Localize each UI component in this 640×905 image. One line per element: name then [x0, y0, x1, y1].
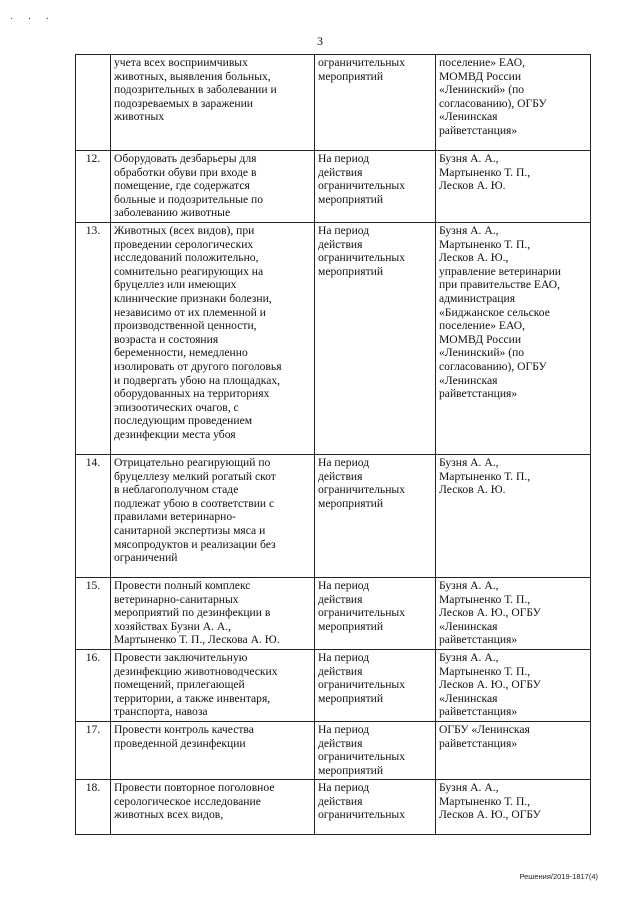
row-number-text: 18.: [85, 781, 101, 795]
document-footer: Решения/2019-1817(4): [519, 872, 598, 881]
action-cell-text: Оборудовать дезбарьеры для обработки обуви при входе в помещение, где содержатся больные и подозрительные по заболеванию животные: [114, 152, 264, 220]
action-cell: [111, 151, 315, 223]
row-number: [76, 721, 111, 779]
period-cell-text: На период действия ограничительных мероприятий: [318, 650, 406, 705]
period-cell-text: На период действия ограничительных мероприятий: [318, 722, 406, 777]
responsible-cell-text: Бузня А. А., Мартыненко Т. П., Лесков А. Ю., ОГБУ «Ленинская райветстанция»: [439, 650, 541, 719]
period-cell-text: На период действия ограничительных мероприятий: [318, 152, 406, 206]
table-row: [76, 577, 591, 649]
action-cell: [111, 780, 315, 835]
responsible-cell-text: ОГБУ «Ленинская райветстанция»: [439, 722, 530, 750]
responsible-cell: [436, 721, 591, 779]
action-cell-text: Провести заключительную дезинфекцию животноводческих помещений, прилегающей территории, а также инвентаря, транспорта, навоза: [114, 650, 278, 719]
period-cell-text: ограничительных мероприятий: [318, 56, 406, 83]
scan-specks: · · ·: [10, 14, 55, 25]
table-row: [76, 55, 591, 151]
row-number-text: 14.: [85, 455, 101, 469]
row-number: [76, 780, 111, 835]
responsible-cell-text: поселение» ЕАО, МОМВД России «Ленинский» (по согласованию), ОГБУ «Ленинская райветстанция»: [439, 56, 547, 137]
table-row: [76, 222, 591, 454]
period-cell: [315, 577, 436, 649]
action-cell: [111, 721, 315, 779]
row-number-text: 12.: [85, 152, 101, 165]
action-cell: [111, 55, 315, 151]
row-number: [76, 454, 111, 577]
page-number: 3: [317, 34, 323, 48]
period-cell-text: На период действия ограничительных мероприятий: [318, 223, 406, 278]
responsible-cell-text: Бузня А. А., Мартыненко Т. П., Лесков А. Ю., ОГБУ: [439, 781, 541, 822]
responsible-cell: [436, 454, 591, 577]
period-cell: [315, 55, 436, 151]
action-cell: [111, 649, 315, 721]
action-cell-text: Провести контроль качества проведенной дезинфекции: [114, 722, 254, 750]
action-cell-text: Провести полный комплекс ветеринарно-санитарных мероприятий по дезинфекции в хозяйствах Бузни А. А., Мартыненко Т. П., Лескова А. Ю.: [114, 578, 280, 647]
action-cell: [111, 454, 315, 577]
action-cell-text: учета всех восприимчивых животных, выявления больных, подозрительных в заболевании и подозреваемых в заражении животных: [114, 56, 277, 124]
table-row: [76, 721, 591, 779]
responsible-cell: [436, 222, 591, 454]
row-number-text: 13.: [85, 223, 101, 237]
responsible-cell: [436, 780, 591, 835]
period-cell-text: На период действия ограничительных: [318, 781, 406, 822]
row-number: [76, 55, 111, 151]
row-number-text: 15.: [85, 578, 101, 592]
responsible-cell: [436, 577, 591, 649]
period-cell: [315, 151, 436, 223]
row-number-text: 16.: [85, 650, 101, 664]
table-row: [76, 454, 591, 577]
responsible-cell-text: Бузня А. А., Мартыненко Т. П., Лесков А. Ю., ОГБУ «Ленинская райветстанция»: [439, 578, 541, 647]
period-cell-text: На период действия ограничительных мероприятий: [318, 455, 406, 510]
table-row: [76, 649, 591, 721]
responsible-cell: [436, 151, 591, 223]
period-cell: [315, 649, 436, 721]
table-row: [76, 780, 591, 835]
responsible-cell-text: Бузня А. А., Мартыненко Т. П., Лесков А. Ю.: [439, 455, 531, 497]
responsible-cell: [436, 55, 591, 151]
period-cell: [315, 780, 436, 835]
responsible-cell: [436, 649, 591, 721]
action-cell-text: Провести повторное поголовное серологическое исследование животных всех видов,: [114, 781, 275, 822]
period-cell-text: На период действия ограничительных мероприятий: [318, 578, 406, 633]
action-cell: [111, 577, 315, 649]
row-number: [76, 577, 111, 649]
period-cell: [315, 222, 436, 454]
row-number: [76, 151, 111, 223]
period-cell: [315, 454, 436, 577]
period-cell: [315, 721, 436, 779]
responsible-cell-text: Бузня А. А., Мартыненко Т. П., Лесков А. Ю.: [439, 152, 531, 193]
row-number: [76, 222, 111, 454]
action-cell: [111, 222, 315, 454]
row-number-text: 17.: [85, 722, 101, 736]
action-cell-text: Отрицательно реагирующий по бруцеллезу мелкий рогатый скот в неблагополучном стаде подлежат убою в соответствии с правилами ветеринарно- санитарной экспертизы мяса и мясопродуктов и реализации без ограничений: [114, 455, 276, 565]
row-number: [76, 649, 111, 721]
responsible-cell-text: Бузня А. А., Мартыненко Т. П., Лесков А. Ю., управление ветеринарии при правительстве ЕАО, администрация «Биджанское сельское поселение» ЕАО, МОМВД России «Ленинский» (по согласованию), ОГБУ «Ленинская райветстанция»: [439, 223, 561, 401]
table-row: [76, 151, 591, 223]
measures-table: [75, 54, 591, 835]
action-cell-text: Животных (всех видов), при проведении серологических исследований положительно, сомнительно реагирующих на бруцеллез или имеющих клинические признаки болезни, независимо от их племенной и производственной ценности, возраста и состояния беременности, немедленно изолировать от другого поголовья и подвергать убою на площадках, оборудованных на территориях эпизоотических очагов, с последующим проведением дезинфекции места убоя: [114, 223, 282, 441]
